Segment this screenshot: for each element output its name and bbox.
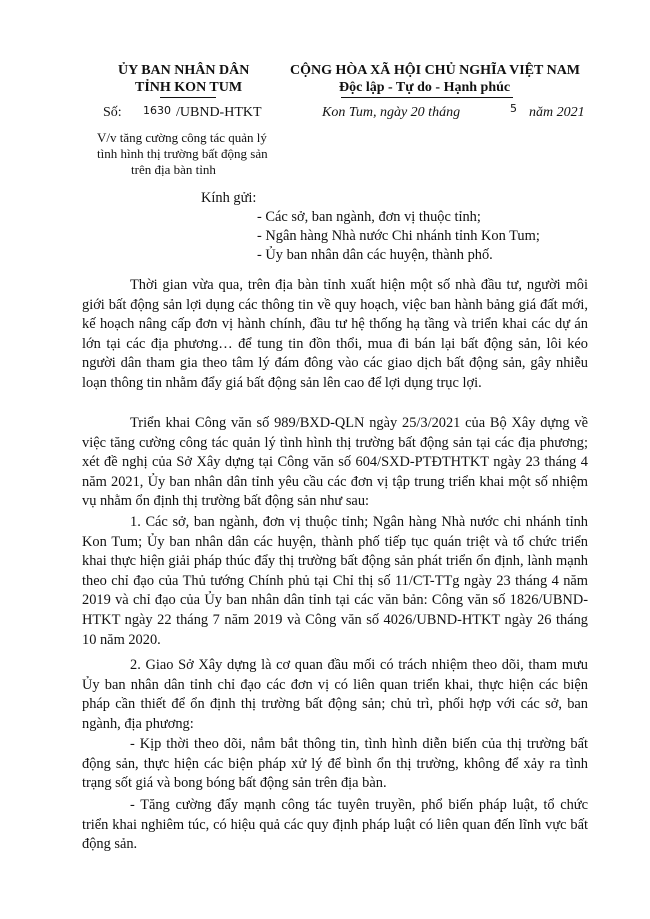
subject-line1: V/v tăng cường công tác quản lý: [97, 130, 267, 145]
org-underline: [160, 97, 216, 98]
motto-underline: [341, 97, 513, 98]
national-title: CỘNG HÒA XÃ HỘI CHỦ NGHĨA VIỆT NAM: [290, 63, 581, 78]
date-part2: năm 2021: [529, 105, 585, 120]
national-motto: Độc lập - Tự do - Hạnh phúc: [339, 80, 511, 95]
body-paragraph: - Tăng cường đẩy mạnh công tác tuyên truyền, phổ biến pháp luật, tổ chức triển khai nghiêm túc, có hiệu quả các quy định pháp luật có liên quan đến lĩnh vực bất động sản.: [82, 797, 588, 853]
date-month-handwritten: 5: [510, 102, 517, 115]
recipient-item: - Các sở, ban ngành, đơn vị thuộc tỉnh;: [257, 209, 481, 225]
subject-line3: trên địa bàn tỉnh: [131, 162, 216, 177]
recipient-item: - Ủy ban nhân dân các huyện, thành phố.: [257, 247, 493, 263]
body-paragraph: Triển khai Công văn số 989/BXD-QLN ngày 25/3/2021 của Bộ Xây dựng về việc tăng cường công tác quản lý tình hình thị trường bất động sản tại các địa phương; xét đề nghị của Sở Xây dựng tại Công văn số 604/SXD-PTĐTHTKT ngày 23 tháng 4 năm 2021, Ủy ban nhân dân tỉnh yêu cầu các đơn vị tập trung triển khai một số nhiệm vụ nhằm ổn định thị trường bất động sản như sau:: [82, 415, 588, 510]
recipient-item: - Ngân hàng Nhà nước Chi nhánh tỉnh Kon Tum;: [257, 228, 540, 244]
doc-number-handwritten: 1630: [143, 104, 171, 117]
issuing-org-line1: ỦY BAN NHÂN DÂN: [118, 63, 250, 78]
doc-number-suffix: /UBND-HTKT: [176, 105, 262, 120]
doc-number-label: Số:: [103, 105, 122, 120]
recipients-label: Kính gửi:: [201, 190, 257, 206]
body-paragraph: - Kịp thời theo dõi, nắm bắt thông tin, tình hình diễn biến của thị trường bất động sản, thực hiện các biện pháp xử lý để bình ổn thị trường, không để xảy ra tình trạng sốt giá và bong bóng bất động sản trên địa bàn.: [82, 736, 588, 792]
body-paragraph: Thời gian vừa qua, trên địa bàn tỉnh xuất hiện một số nhà đầu tư, người môi giới bất động sản lợi dụng các thông tin về quy hoạch, việc ban hành bảng giá đất mới, kế hoạch nâng cấp đơn vị hành chính, đầu tư hệ thống hạ tầng và triển khai các dự án lớn tại các địa phương… để tung tin đồn thổi, mua đi bán lại bất động sản, lôi kéo người dân tham gia theo tâm lý đám đông vào các giao dịch bất động sản, gây nhiễu loạn thông tin nhằm đẩy giá bất động sản lên cao để lợi dụng trục lợi.: [82, 277, 588, 391]
issuing-org-line2: TỈNH KON TUM: [135, 80, 243, 95]
body-paragraph: 1. Các sở, ban ngành, đơn vị thuộc tỉnh; Ngân hàng Nhà nước chi nhánh tỉnh Kon Tum; Ủy ban nhân dân các huyện, thành phố tiếp tục quán triệt và tổ chức triển khai thực hiện giải pháp thúc đẩy thị trường bất động sản phát triển ổn định, lành mạnh theo chỉ đạo của Thủ tướng Chính phủ tại Chỉ thị số 11/CT-TTg ngày 23 tháng 4 năm 2019 và chỉ đạo của Ủy ban nhân dân tỉnh tại các văn bản: Công văn số 1826/UBND-HTKT ngày 22 tháng 7 năm 2019 và Công văn số 4026/UBND-HTKT ngày 26 tháng 10 năm 2020.: [82, 514, 588, 648]
body-paragraph: 2. Giao Sở Xây dựng là cơ quan đầu mối có trách nhiệm theo dõi, tham mưu Ủy ban nhân dân tỉnh chỉ đạo các đơn vị có liên quan triển khai, thực hiện các biện pháp cần thiết để ổn định thị trường bất động sản; chủ trì, phối hợp với các sở, ban ngành, địa phương:: [82, 657, 588, 732]
subject-line2: tình hình thị trường bất động sản: [97, 146, 268, 161]
date-part1: Kon Tum, ngày 20 tháng: [322, 105, 461, 120]
